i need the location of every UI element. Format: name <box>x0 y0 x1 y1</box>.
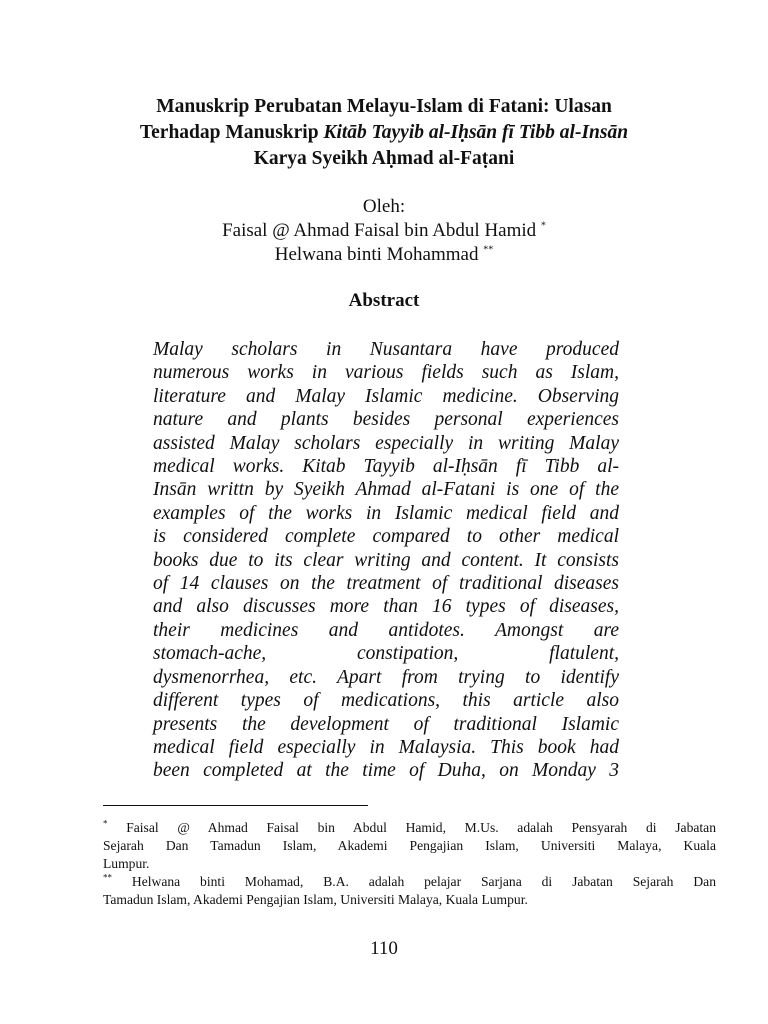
byline <box>80 195 688 267</box>
abstract-line: stomach-ache, constipation, flatulent, <box>153 643 619 665</box>
byline-label: Oleh: <box>362 196 406 217</box>
author-2-name: Helwana binti Mohammad <box>274 244 479 265</box>
author-1-footnote-mark: * <box>540 220 546 232</box>
footnote-2-mark: ** <box>103 872 112 883</box>
footnote-1 <box>103 819 716 873</box>
abstract-line: medical works. Kitab Tayyib al-Iḥsān fī Tibb al- <box>153 456 619 478</box>
abstract-line: is considered complete compared to other medical <box>153 526 619 548</box>
abstract-line: literature and Malay Islamic medicine. Observing <box>153 385 619 407</box>
footnote-1-mark: * <box>103 818 108 829</box>
abstract-line: books due to its clear writing and content. It consists <box>153 549 619 571</box>
abstract-line: presents the development of traditional Islamic <box>153 713 619 735</box>
abstract-line: Malay scholars in Nusantara have produced <box>153 339 619 360</box>
footnotes <box>103 819 716 909</box>
abstract-line: been completed at the time of Duha, on Monday 3 <box>153 760 619 782</box>
title-line-2 <box>80 120 688 146</box>
footnote-separator <box>103 805 368 806</box>
manuscript-title: Kitāb Tayyib al-Iḥsān fī Tibb al-Insān <box>323 122 629 143</box>
author-1-name: Faisal @ Ahmad Faisal bin Abdul Hamid <box>222 220 537 241</box>
abstract-line: medical field especially in Malaysia. This book had <box>153 736 619 758</box>
author-2-footnote-mark: ** <box>483 244 494 256</box>
abstract-line: different types of medications, this article also <box>153 690 619 712</box>
title-line-2-prefix: Terhadap Manuskrip <box>139 122 324 143</box>
footnote-line: Lumpur. <box>103 856 150 871</box>
abstract-line: numerous works in various fields such as Islam, <box>153 362 619 384</box>
abstract-line: examples of the works in Islamic medical field and <box>153 502 619 524</box>
abstract-body <box>153 338 619 783</box>
author-1 <box>80 219 688 243</box>
paper-title <box>80 94 688 172</box>
footnote-text: Faisal @ Ahmad Faisal bin Abdul Hamid, M.Us. adalah Pensyarah di Jabatan <box>126 820 717 835</box>
footnote-2 <box>103 873 716 909</box>
footnote-line <box>103 819 716 837</box>
abstract-line: their medicines and antidotes. Amongst are <box>153 619 619 641</box>
abstract-line: of 14 clauses on the treatment of traditional diseases <box>153 573 619 595</box>
abstract-line: dysmenorrhea, etc. Apart from trying to identify <box>153 666 619 688</box>
abstract-line: assisted Malay scholars especially in writing Malay <box>153 432 619 454</box>
abstract-heading: Abstract <box>348 290 420 311</box>
footnote-line: Tamadun Islam, Akademi Pengajian Islam, Universiti Malaya, Kuala Lumpur. <box>103 892 528 907</box>
abstract-line: Insān writtn by Syeikh Ahmad al-Fatani is one of the <box>153 479 619 501</box>
abstract-line: nature and plants besides personal experiences <box>153 409 619 431</box>
footnote-line <box>103 873 716 891</box>
title-line-1: Manuskrip Perubatan Melayu-Islam di Fatani: Ulasan <box>156 96 612 117</box>
footnote-line: Sejarah Dan Tamadun Islam, Akademi Pengajian Islam, Universiti Malaya, Kuala <box>103 838 716 853</box>
title-line-3: Karya Syeikh Aḥmad al-Faṭani <box>253 148 515 169</box>
abstract-line: and also discusses more than 16 types of diseases, <box>153 596 619 618</box>
footnote-text: Helwana binti Mohamad, B.A. adalah pelajar Sarjana di Jabatan Sejarah Dan <box>131 874 716 889</box>
author-2 <box>80 243 688 267</box>
page-number: 110 <box>370 938 398 959</box>
